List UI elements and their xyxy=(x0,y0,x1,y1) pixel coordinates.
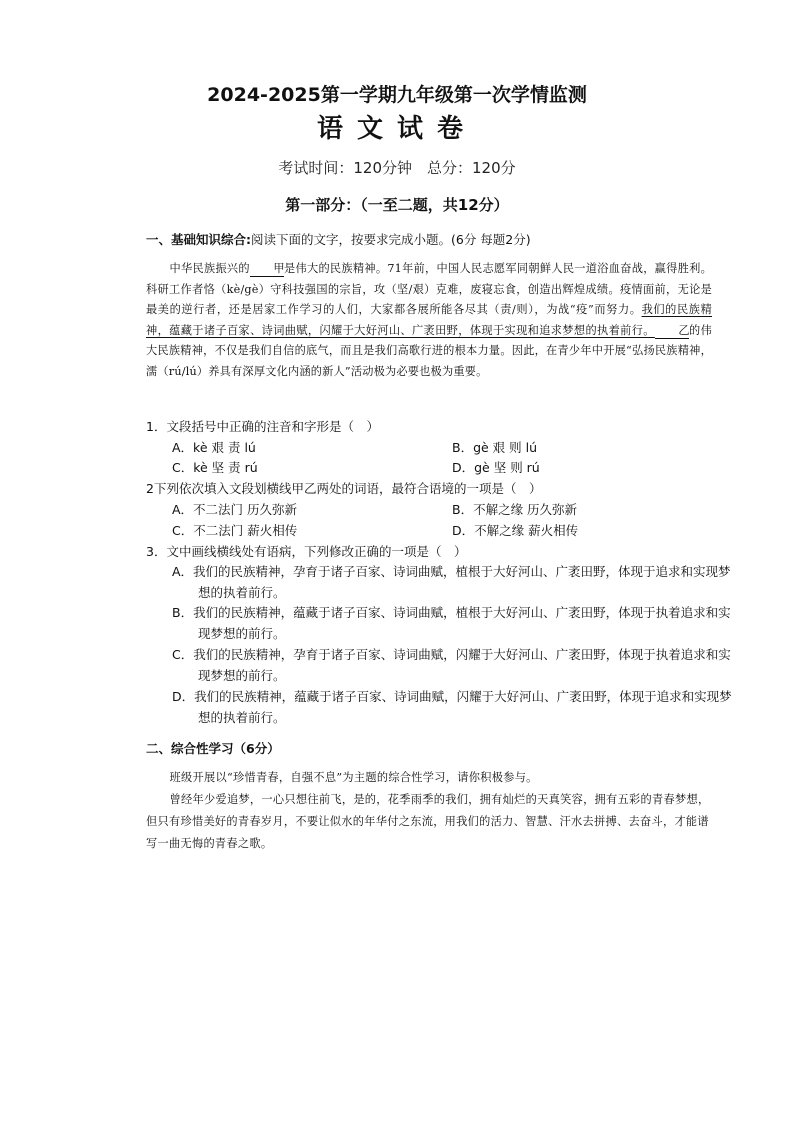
question-1-stem: 1．文段括号中正确的注音和字形是（ ） xyxy=(146,419,379,434)
blank-jia: 甲 xyxy=(250,262,284,277)
underlined-sentence: 我们的民族精神，蕴藏于诸子百家、诗词曲赋，闪耀于大好河山、广袤田野，体现于实现和追求梦想的执着前行。 xyxy=(146,303,712,337)
passage-text: 的伟大民族精神，不仅是我们自信的底气，而且是我们高歌行进的根本力量。因此，在青少年中开展“弘扬民族精神，濡（rú/lú）养具有深厚文化内涵的新人”活动极为必要也极为重要。 xyxy=(146,323,712,378)
question-2-option-c: C．不二法门 薪火相传 xyxy=(172,523,298,538)
section-one-instruction: 阅读下面的文字，按要求完成小题。(6分 每题2分) xyxy=(251,232,531,247)
question-2-stem: 2下列依次填入文段划横线甲乙两处的词语，最符合语境的一项是（ ） xyxy=(146,481,542,496)
question-1-option-b: B．gè 艰 则 lú xyxy=(452,440,538,455)
blank-yi: 乙 xyxy=(655,324,689,339)
question-2-option-d: D．不解之缘 薪火相传 xyxy=(452,523,579,538)
section-two-text: 曾经年少爱追梦，一心只想往前飞，是的，花季雨季的我们，拥有灿烂的天真笑容，拥有五彩的青春梦想，但只有珍惜美好的青春岁月，不要让似水的年华付之东流，用我们的活力、智慧、汗水去拼搏、去奋斗，才能谱写一曲无悔的青春之歌。 xyxy=(146,793,710,850)
section-two-passage xyxy=(146,767,712,855)
question-1-option-c: C．kè 坚 责 rú xyxy=(172,460,258,475)
section-one-label: 一、基础知识综合: xyxy=(146,232,251,247)
section-one-heading xyxy=(146,230,531,248)
question-3-option-b: B．我们的民族精神，蕴藏于诸子百家、诗词曲赋，植根于大好河山、广袤田野，体现于执着追求和实现梦想的前行。 xyxy=(172,605,731,641)
passage-text: 是伟大的民族精神。71年前，中国人民志愿军同朝鲜人民一道浴血奋战，赢得胜利。科研工作者恪（kè/gè）守科技强国的宗旨，攻（坚/艰）克难，废寝忘食，创造出辉煌成绩。疫情面前，无论是最美的逆行者，还是居家工作学习的人们，大家都各展所能各尽其（责/则），为战“疫”而努力。 xyxy=(146,262,713,317)
part-one-title: 第一部分：（一至二题，共12分） xyxy=(285,196,509,214)
exam-title: 2024-2025第一学期九年级第一次学情监测 xyxy=(207,84,587,106)
passage-paragraph xyxy=(146,259,712,383)
passage-text: 中华民族振兴的 xyxy=(169,262,250,275)
question-3-option-a: A．我们的民族精神，孕育于诸子百家、诗词曲赋，植根于大好河山、广袤田野，体现于追求和实现梦想的执着前行。 xyxy=(172,564,731,600)
section-two-intro: 班级开展以“珍惜青春，自强不息”为主题的综合性学习，请你积极参与。 xyxy=(169,771,538,784)
exam-info: 考试时间：120分钟 总分：120分 xyxy=(278,159,516,177)
section-two-heading: 二、综合性学习（6分） xyxy=(146,741,280,756)
question-1-option-a: A．kè 艰 责 lú xyxy=(172,440,256,455)
question-3-stem: 3．文中画线横线处有语病，下列修改正确的一项是（ ） xyxy=(146,544,467,559)
exam-subject: 语文试卷 xyxy=(316,114,477,144)
question-1-option-d: D．gè 坚 则 rú xyxy=(452,460,540,475)
question-2-option-b: B．不解之缘 历久弥新 xyxy=(452,502,578,517)
question-2-option-a: A．不二法门 历久弥新 xyxy=(172,502,298,517)
question-3-option-c: C．我们的民族精神，孕育于诸子百家、诗词曲赋，闪耀于大好河山、广袤田野，体现于执着追求和实现梦想的前行。 xyxy=(172,647,731,683)
question-3-option-d: D．我们的民族精神，蕴藏于诸子百家、诗词曲赋，闪耀于大好河山、广袤田野，体现于追求和实现梦想的执着前行。 xyxy=(172,689,732,725)
section-one-passage xyxy=(146,259,712,383)
